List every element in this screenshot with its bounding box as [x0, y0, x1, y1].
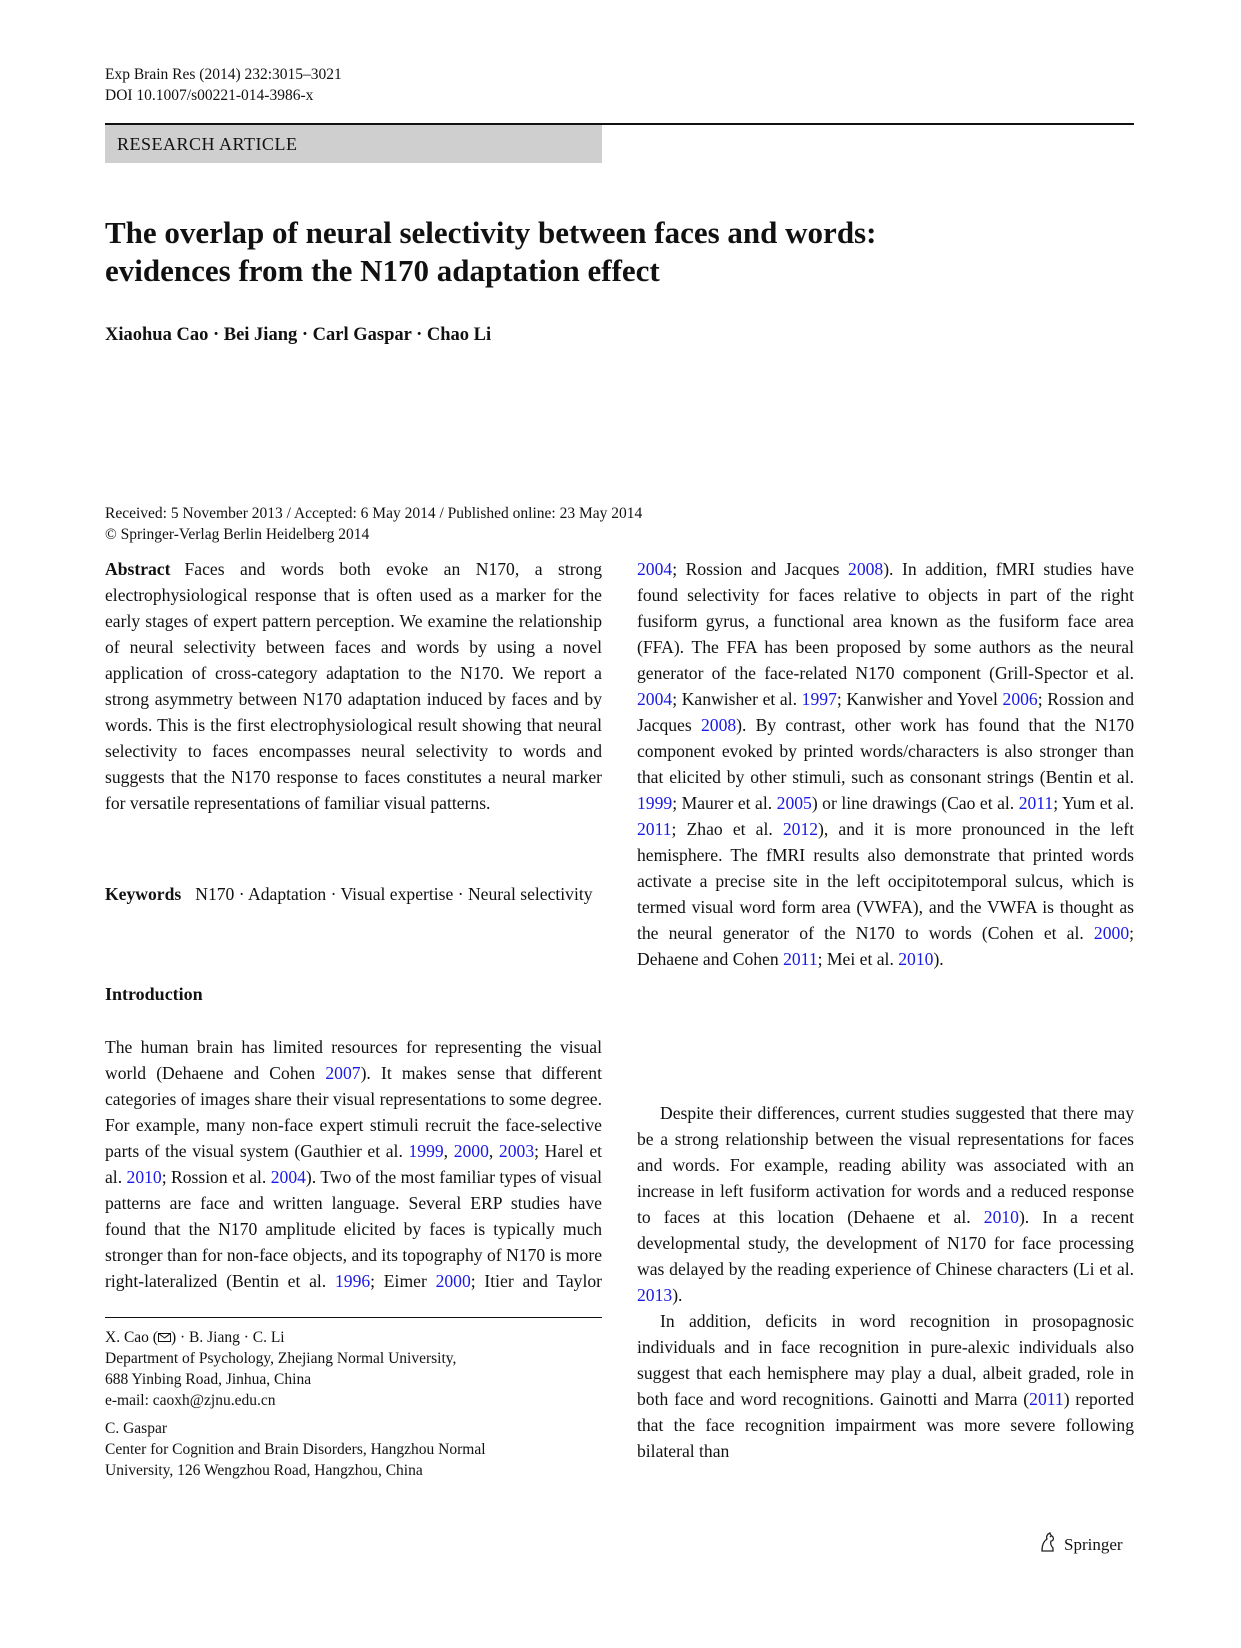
citation-link[interactable]: 2008: [700, 715, 737, 735]
citation-link[interactable]: 2011: [783, 949, 818, 969]
citation-link[interactable]: 2003: [498, 1141, 535, 1161]
citation-link[interactable]: 2007: [325, 1063, 361, 1083]
citation-link[interactable]: 1999: [637, 793, 673, 813]
citation-link[interactable]: 1996: [334, 1271, 371, 1291]
affiliation-2-line-1: Center for Cognition and Brain Disorders, Hangzhou Normal: [105, 1441, 486, 1458]
title-line-1: The overlap of neural selectivity between faces and words:: [105, 215, 877, 250]
citation-link[interactable]: 1997: [801, 689, 837, 709]
journal-header: [105, 64, 342, 106]
affiliation-1-email[interactable]: e-mail: caoxh@zjnu.edu.cn: [105, 1392, 276, 1409]
abstract-block: [105, 556, 602, 816]
affiliation-1-dept: Department of Psychology, Zhejiang Normal University,: [105, 1350, 457, 1367]
copyright-line: © Springer-Verlag Berlin Heidelberg 2014: [105, 526, 370, 543]
citation-link[interactable]: 2011: [637, 819, 672, 839]
journal-citation: Exp Brain Res (2014) 232:3015–3021: [105, 66, 342, 83]
intro-paragraph-1-part-b: 2004; Rossion and Jacques 2008). In addition, fMRI studies have found selectivity for faces relative to objects in part of the right fusiform gyrus, a functional area known as the fusiform face area (FFA). The FFA has been proposed by some authors as the neural generator of the face-related N170 component (Grill-Spector et al. 2004; Kanwisher et al. 1997; Kanwisher and Yovel 2006; Rossion and Jacques 2008). By contrast, other work has found that the N170 component evoked by printed words/characters is also stronger than that elicited by other stimuli, such as consonant strings (Bentin et al. 1999; Maurer et al. 2005) or line drawings (Cao et al. 2011; Yum et al. 2011; Zhao et al. 2012), and it is more pronounced in the left hemisphere. The fMRI results also demonstrate that printed words activate a precise site in the left occipitotemporal sulcus, which is termed visual word form area (VWFA), and the VWFA is thought as the neural generator of the N170 to words (Cohen et al. 2000; Dehaene and Cohen 2011; Mei et al. 2010).: [637, 559, 1134, 969]
paper-title: [105, 214, 1105, 290]
affiliation-2-author: C. Gaspar: [105, 1420, 167, 1437]
citation-link[interactable]: 2010: [126, 1167, 162, 1187]
affiliation-2: [105, 1418, 602, 1481]
envelope-icon[interactable]: [158, 1333, 171, 1342]
citation-link[interactable]: 2000: [1093, 923, 1130, 943]
publication-dates: [105, 503, 642, 545]
citation-link[interactable]: 2011: [1018, 793, 1054, 813]
citation-link[interactable]: 2011: [1029, 1389, 1064, 1409]
publisher-logo: [1038, 1531, 1123, 1558]
citation-link[interactable]: 2004: [637, 689, 673, 709]
abstract-label: Abstract: [105, 559, 171, 579]
citation-link[interactable]: 2000: [453, 1141, 489, 1161]
article-type-banner: RESEARCH ARTICLE: [105, 125, 602, 163]
publisher-name: Springer: [1064, 1534, 1123, 1554]
affiliation-1-authors: X. Cao ( ) · B. Jiang · C. Li: [105, 1329, 285, 1346]
keywords-block: [105, 881, 602, 907]
citation-link[interactable]: 2008: [848, 559, 884, 579]
intro-paragraph-2: Despite their differences, current studies suggested that there may be a strong relationship between the visual representations for faces and words. For example, reading ability was associated with an increase in left fusiform activation for words and a reduced response to faces at this location (Dehaene et al. 2010). In a recent developmental study, the development of N170 for face processing was delayed by the reading experience of Chinese characters (Li et al. 2013).: [637, 1103, 1135, 1305]
keywords-label: Keywords: [105, 884, 182, 904]
intro-paragraph-1-part-a: The human brain has limited resources for representing the visual world (Dehaene and Cohen 2007). It makes sense that different categories of images share their visual representations to some degree. For example, many non-face expert stimuli recruit the face-selective parts of the visual system (Gauthier et al. 1999, 2000, 2003; Harel et al. 2010; Rossion et al. 2004). Two of the most familiar types of visual patterns are face and written language. Several ERP studies have found that the N170 amplitude elicited by faces is typically much stronger than for non-face objects, and its topography of N170 is more right-lateralized (Bentin et al. 1996; Eimer 2000; Itier and Taylor: [105, 1037, 602, 1291]
author-list: Xiaohua Cao · Bei Jiang · Carl Gaspar · Chao Li: [105, 325, 492, 345]
citation-link[interactable]: 2004: [637, 559, 673, 579]
citation-link[interactable]: 2012: [782, 819, 819, 839]
intro-paragraph-3: In addition, deficits in word recognition in prosopagnosic individuals and in face recognition in pure-alexic individuals also suggest that each hemisphere may play a dual, albeit graded, role in both face and word recognitions. Gainotti and Marra (2011) reported that the face recognition impairment was more severe following bilateral than: [637, 1311, 1134, 1461]
affiliation-2-line-2: University, 126 Wengzhou Road, Hangzhou, China: [105, 1462, 423, 1479]
footnote-rule: [105, 1317, 602, 1318]
springer-horse-icon: [1038, 1531, 1058, 1558]
citation-link[interactable]: 2010: [898, 949, 934, 969]
citation-link[interactable]: 2005: [776, 793, 812, 813]
citation-link[interactable]: 2004: [270, 1167, 306, 1187]
citation-link[interactable]: 2010: [983, 1207, 1019, 1227]
citation-link[interactable]: 2006: [1002, 689, 1038, 709]
affiliation-1-address: 688 Yinbing Road, Jinhua, China: [105, 1371, 312, 1388]
citation-link[interactable]: 2000: [435, 1271, 471, 1291]
abstract-text: Faces and words both evoke an N170, a strong electrophysiological response that is often used as a marker for the early stages of expert pattern perception. We examine the relationship of neural selectivity between faces and words by using a novel application of cross-category adaptation to the N170. We report a strong asymmetry between N170 adaptation induced by faces and by words. This is the first electrophysiological result showing that neural selectivity to faces encompasses neural selectivity to words and suggests that the N170 response to faces constitutes a neural marker for versatile representations of familiar visual patterns.: [105, 559, 602, 813]
keywords-text: N170 · Adaptation · Visual expertise · Neural selectivity: [195, 884, 593, 904]
citation-link[interactable]: 1999: [408, 1141, 444, 1161]
title-line-2: evidences from the N170 adaptation effect: [105, 253, 660, 288]
received-accepted-line: Received: 5 November 2013 / Accepted: 6 May 2014 / Published online: 23 May 2014: [105, 505, 643, 522]
doi: DOI 10.1007/s00221-014-3986-x: [105, 87, 314, 104]
citation-link[interactable]: 2013: [637, 1285, 673, 1305]
section-heading-introduction: Introduction: [105, 984, 203, 1004]
affiliation-1: [105, 1327, 602, 1411]
